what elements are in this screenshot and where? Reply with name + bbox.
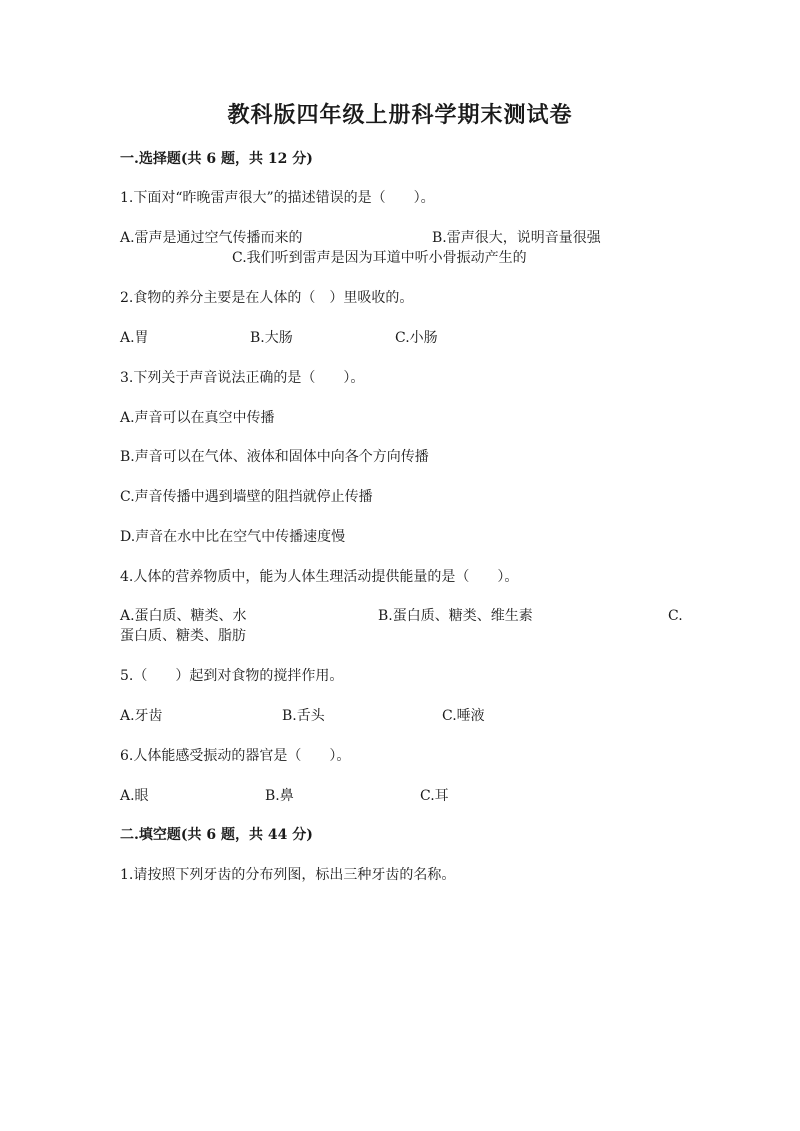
option-a: A.眼: [120, 788, 149, 804]
question-stem: 2.食物的养分主要是在人体的（ ）里吸收的。: [120, 290, 414, 306]
question-stem: 1.请按照下列牙齿的分布列图，标出三种牙齿的名称。: [120, 867, 456, 883]
option-b: B.蛋白质、糖类、维生素: [378, 608, 533, 624]
option-c: C.声音传播中遇到墙壁的阻挡就停止传播: [120, 489, 373, 505]
option-c: C.耳: [420, 788, 449, 804]
question-stem: 6.人体能感受振动的器官是（ ）。: [120, 748, 351, 764]
option-a: A.蛋白质、糖类、水: [120, 608, 247, 624]
option-b: B.鼻: [265, 788, 294, 804]
section-heading-choice: 一.选择题(共 6 题，共 12 分): [120, 151, 313, 167]
page-title: 教科版四年级上册科学期末测试卷: [227, 102, 573, 128]
question-stem: 5.（ ）起到对食物的搅拌作用。: [120, 668, 344, 684]
question-stem: 3.下列关于声音说法正确的是（ ）。: [120, 370, 365, 386]
option-b: B.声音可以在气体、液体和固体中向各个方向传播: [120, 449, 429, 465]
option-b: B.雷声很大，说明音量很强: [432, 230, 601, 246]
option-c: C.唾液: [442, 708, 485, 724]
question-stem: 1.下面对“昨晚雷声很大”的描述错误的是（ ）。: [120, 190, 435, 206]
option-b: B.大肠: [250, 330, 293, 346]
option-c-text: 蛋白质、糖类、脂肪: [120, 628, 246, 644]
option-a: A.牙齿: [120, 708, 163, 724]
question-stem: 4.人体的营养物质中，能为人体生理活动提供能量的是（ ）。: [120, 569, 519, 585]
option-a: A.胃: [120, 330, 149, 346]
option-c: C.小肠: [395, 330, 438, 346]
option-a: A.声音可以在真空中传播: [120, 410, 275, 426]
option-c: C.我们听到雷声是因为耳道中听小骨振动产生的: [232, 250, 527, 266]
option-c-label: C.: [668, 608, 683, 624]
section-heading-fill: 二.填空题(共 6 题，共 44 分): [120, 827, 313, 843]
option-b: B.舌头: [282, 708, 325, 724]
option-a: A.雷声是通过空气传播而来的: [120, 230, 303, 246]
option-d: D.声音在水中比在空气中传播速度慢: [120, 529, 346, 545]
